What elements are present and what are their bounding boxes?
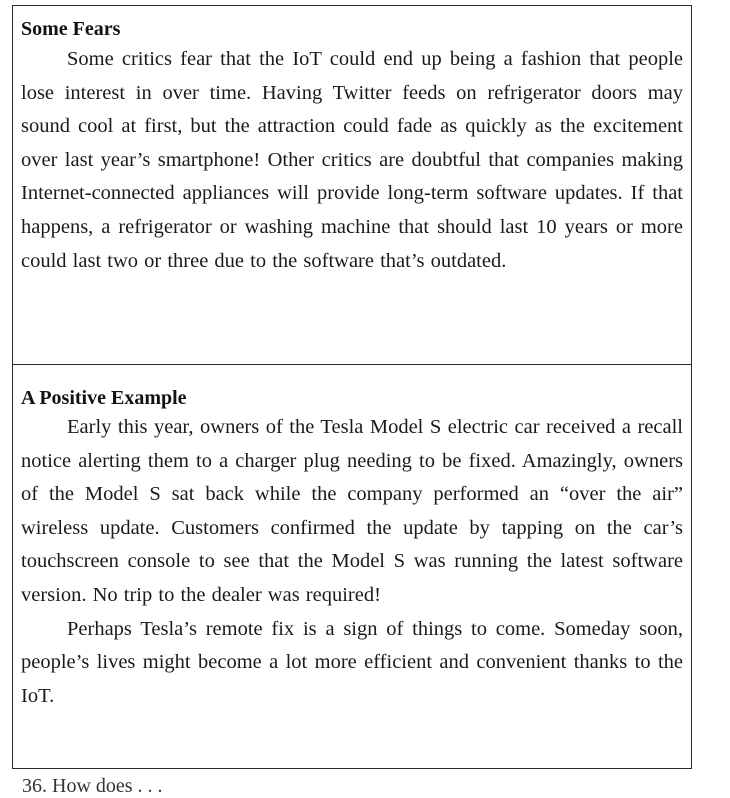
- section-paragraph: Some critics fear that the IoT could end up being a fashion that people lose interest in over time. Having Twitter feeds on refrigerator doors may sound cool at first, but the attraction could fade as quickly as the excitement over last year’s smartphone! Other critics are doubtful that companies making Internet-connected appliances will provide long-term software updates. If that happens, a refrigerator or washing machine that should last 10 years or more could last two or three due to the software that’s outdated.: [21, 48, 683, 272]
- section-heading: A Positive Example: [21, 387, 187, 409]
- article-box: [12, 5, 692, 769]
- section-positive-example: [13, 365, 691, 768]
- section-paragraph: Perhaps Tesla’s remote fix is a sign of things to come. Someday soon, people’s lives might become a lot more efficient and convenient thanks to the IoT.: [21, 617, 683, 707]
- section-heading: Some Fears: [21, 18, 121, 40]
- section-paragraph: Early this year, owners of the Tesla Model S electric car received a recall notice alerting them to a charger plug needing to be fixed. Amazingly, owners of the Model S sat back while the company performed an “over the air” wireless update. Customers confirmed the update by tapping on the car’s touchscreen console to see that the Model S was running the latest software version. No trip to the dealer was required!: [21, 416, 683, 606]
- next-question-cutoff: 36. How does . . .: [22, 775, 163, 797]
- section-some-fears: [13, 6, 691, 365]
